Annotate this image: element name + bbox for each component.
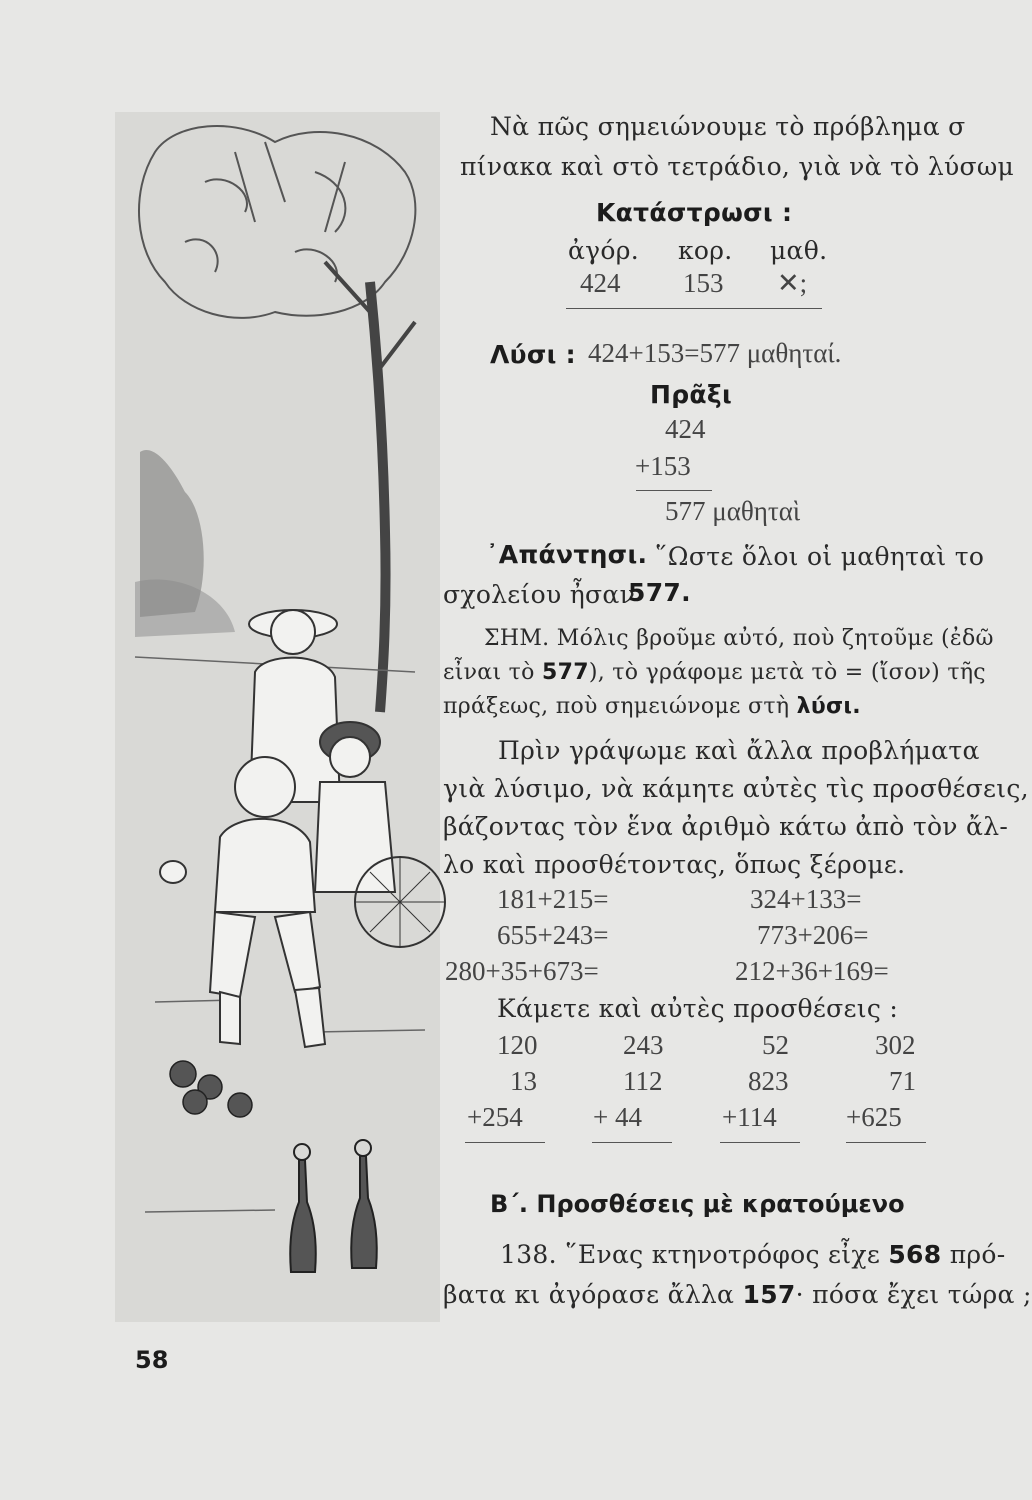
praxi-heading: Πρᾶξι: [650, 380, 733, 409]
intro-line-1: Νὰ πῶς σημειώνουμε τὸ πρόβλημα σ: [490, 112, 966, 141]
lysi-label: Λύσι :: [490, 340, 576, 369]
sum-2: 324+133=: [750, 884, 862, 914]
katastrosi-label-students: μαθ.: [770, 236, 828, 265]
col-1-b: 13: [510, 1066, 537, 1096]
col-3-c: +114: [722, 1102, 777, 1132]
problem-line-1-end: πρό-: [949, 1240, 1006, 1269]
col-2-b: 112: [623, 1066, 663, 1096]
col-1-rule: [465, 1142, 545, 1143]
page-number: 58: [135, 1346, 169, 1374]
note-line-1: ΣΗΜ. Μόλις βροῦμε αὐτό, ποὺ ζητοῦμε (ἐδῶ: [484, 626, 994, 651]
col-4-b: 71: [889, 1066, 916, 1096]
apantisi-text-1: ῞Ωστε ὅλοι οἱ μαθηταὶ το: [655, 542, 985, 571]
note-line-2-number: 577: [542, 660, 589, 685]
note-line-3-lysi: λύσι.: [796, 694, 861, 719]
sum-5: 280+35+673=: [445, 956, 599, 986]
col-4-a: 302: [875, 1030, 916, 1060]
problem-line-2-end: · πόσα ἔχει τώρα ;: [795, 1280, 1032, 1309]
intro-line-2: πίνακα καὶ στὸ τετράδιο, γιὰ νὰ τὸ λύσωμ: [460, 152, 1015, 181]
practice-line-1: Πρὶν γράψωμε καὶ ἄλλα προβλήματα: [498, 736, 980, 765]
col-3-a: 52: [762, 1030, 789, 1060]
katastrosi-value-unknown: ✕;: [777, 268, 808, 298]
lysi-text: 424+153=577 μαθηταί.: [588, 338, 842, 368]
sum-4: 773+206=: [757, 920, 869, 950]
problem-line-1: [500, 1240, 1006, 1269]
praxi-addend-a: 424: [665, 414, 706, 444]
practice-line-4: λο καὶ προσθέτοντας, ὅπως ξέρομε.: [443, 850, 906, 879]
katastrosi-label-girls: κορ.: [678, 236, 733, 265]
katastrosi-label-boys: ἀγόρ.: [568, 236, 640, 265]
note-line-2-start: εἶναι τὸ: [443, 660, 535, 685]
col-2-rule: [592, 1142, 672, 1143]
col-4-c: +625: [846, 1102, 902, 1132]
note-line-3: [443, 694, 861, 719]
apantisi-total: 577.: [628, 578, 691, 607]
col-3-rule: [720, 1142, 800, 1143]
problem-line-2-start: βατα κι ἀγόρασε ἄλλα: [443, 1280, 735, 1309]
sum-6: 212+36+169=: [735, 956, 889, 986]
problem-line-1-start: 138. ῞Ενας κτηνοτρόφος εἶχε: [500, 1240, 881, 1269]
apantisi-text-2: σχολείου ἦσαν: [443, 580, 636, 609]
illustration-children-playing: [115, 112, 440, 1322]
col-3-b: 823: [748, 1066, 789, 1096]
practice-line-2: γιὰ λύσιμο, νὰ κάμητε αὐτὲς τὶς προσθέσεις,: [443, 774, 1029, 803]
problem-line-2: [443, 1280, 1032, 1309]
col-1-c: +254: [467, 1102, 523, 1132]
note-line-2: [443, 660, 986, 685]
katastrosi-value-boys: 424: [580, 268, 621, 298]
praxi-rule: [636, 490, 712, 491]
columns-heading: Κάμετε καὶ αὐτὲς προσθέσεις :: [497, 994, 899, 1023]
note-line-3-start: πράξεως, ποὺ σημειώνομε στὴ: [443, 694, 790, 719]
katastrosi-rule: [566, 308, 822, 309]
sum-1: 181+215=: [497, 884, 609, 914]
praxi-result: 577 μαθηταὶ: [665, 496, 801, 526]
col-2-c: + 44: [593, 1102, 642, 1132]
col-4-rule: [846, 1142, 926, 1143]
katastrosi-heading: Κατάστρωσι :: [596, 198, 793, 227]
problem-number-1: 568: [888, 1240, 942, 1269]
col-1-a: 120: [497, 1030, 538, 1060]
section-heading: Β΄. Προσθέσεις μὲ κρατούμενο: [490, 1190, 905, 1218]
apantisi-label: ᾿Απάντησι.: [486, 540, 648, 569]
note-line-2-end: ), τὸ γράφομε μετὰ τὸ = (ἴσον) τῆς: [588, 660, 986, 685]
praxi-addend-b: +153: [635, 451, 691, 481]
practice-line-3: βάζοντας τὸν ἕνα ἀριθμὸ κάτω ἀπὸ τὸν ἄλ-: [443, 812, 1009, 841]
katastrosi-value-girls: 153: [683, 268, 724, 298]
col-2-a: 243: [623, 1030, 664, 1060]
sum-3: 655+243=: [497, 920, 609, 950]
problem-number-2: 157: [742, 1280, 796, 1309]
